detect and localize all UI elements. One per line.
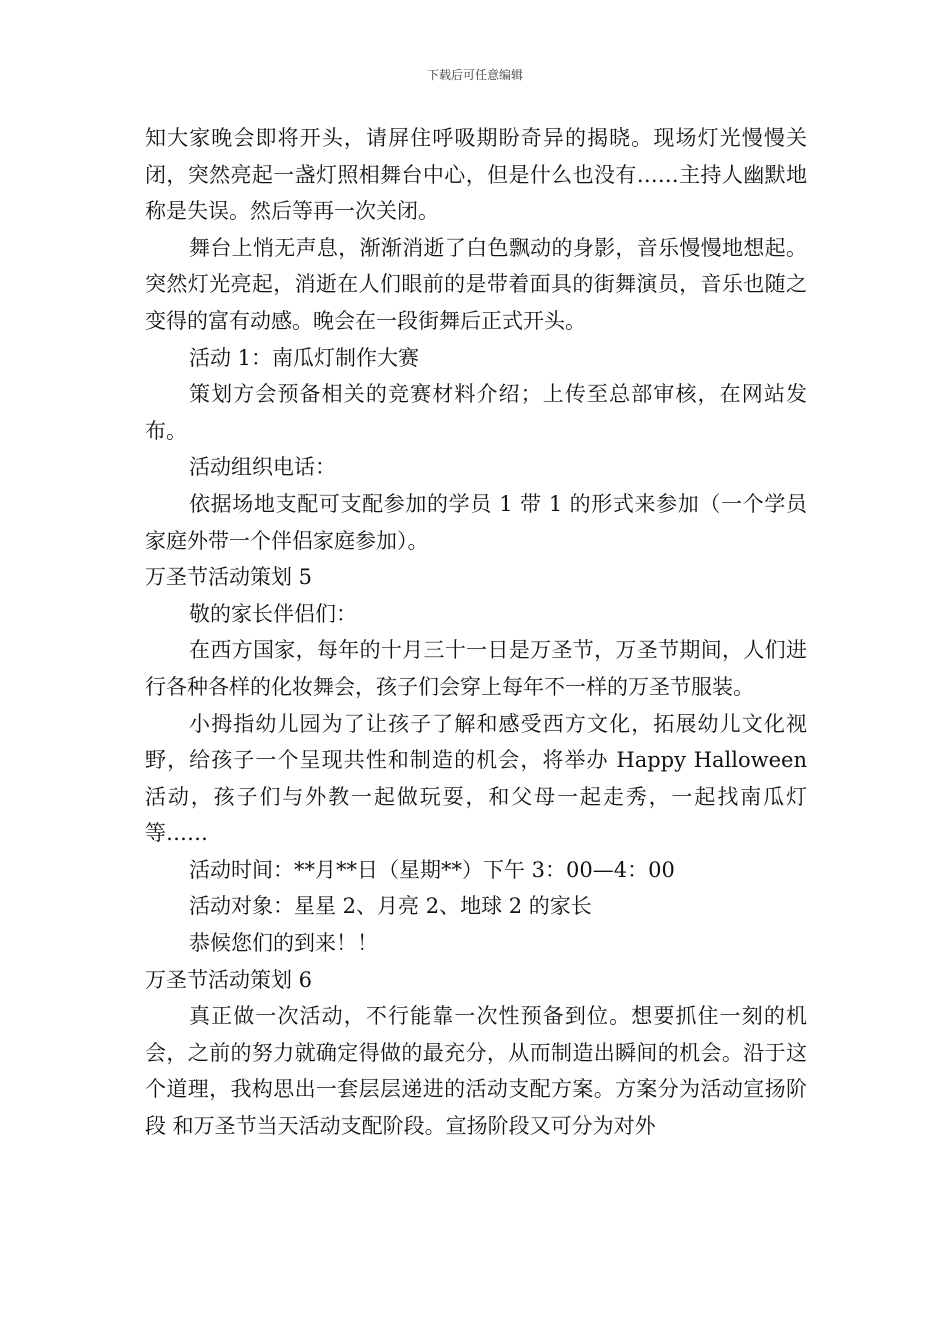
paragraph: 舞台上悄无声息，渐渐消逝了白色飘动的身影，音乐慢慢地想起。突然灯光亮起，消逝在人们眼前的是带着面具的街舞演员，音乐也随之变得的富有动感。晚会在一段街舞后正式开头。 <box>145 235 807 333</box>
paragraph: 活动时间：**月**日（星期**）下午 3：00—4：00 <box>189 857 675 882</box>
paragraph: 小拇指幼儿园为了让孩子了解和感受西方文化，拓展幼儿文化视野，给孩子一个呈现共性和制造的机会，将举办 Happy Halloween 活动，孩子们与外教一起做玩耍，和父母一起走秀，一起找南瓜灯等…… <box>145 711 807 846</box>
paragraph: 依据场地支配可支配参加的学员 1 带 1 的形式来参加（一个学员家庭外带一个伴侣家庭参加）。 <box>145 491 807 553</box>
paragraph: 策划方会预备相关的竞赛材料介绍；上传至总部审核，在网站发布。 <box>145 382 807 443</box>
paragraph: 活动对象：星星 2、月亮 2、地球 2 的家长 <box>189 894 592 919</box>
paragraph: 敬的家长伴侣们： <box>189 601 357 626</box>
paragraph: 真正做一次活动，不行能靠一次性预备到位。想要抓住一刻的机会，之前的努力就确定得做的最充分，从而制造出瞬间的机会。沿于这个道理，我构思出一套层层递进的活动支配方案。方案分为活动宣扬阶段 和万圣节当天活动支配阶段。宣扬阶段又可分为对外 <box>145 1004 807 1139</box>
paragraph: 在西方国家，每年的十月三十一日是万圣节，万圣节期间，人们进行各种各样的化妆舞会，孩子们会穿上每年不一样的万圣节服装。 <box>145 638 807 699</box>
page-header: 下载后可任意编辑 <box>426 68 523 82</box>
document-body <box>145 120 807 1145</box>
section-heading: 万圣节活动策划 6 <box>145 967 313 992</box>
paragraph: 活动组织电话： <box>189 455 336 480</box>
paragraph: 活动 1：南瓜灯制作大赛 <box>189 345 420 370</box>
section-heading: 万圣节活动策划 5 <box>145 565 313 590</box>
paragraph: 知大家晚会即将开头，请屏住呼吸期盼奇异的揭晓。现场灯光慢慢关闭，突然亮起一盏灯照相舞台中心，但是什么也没有……主持人幽默地称是失误。然后等再一次关闭。 <box>145 126 807 224</box>
paragraph: 恭候您们的到来！！ <box>189 931 378 956</box>
